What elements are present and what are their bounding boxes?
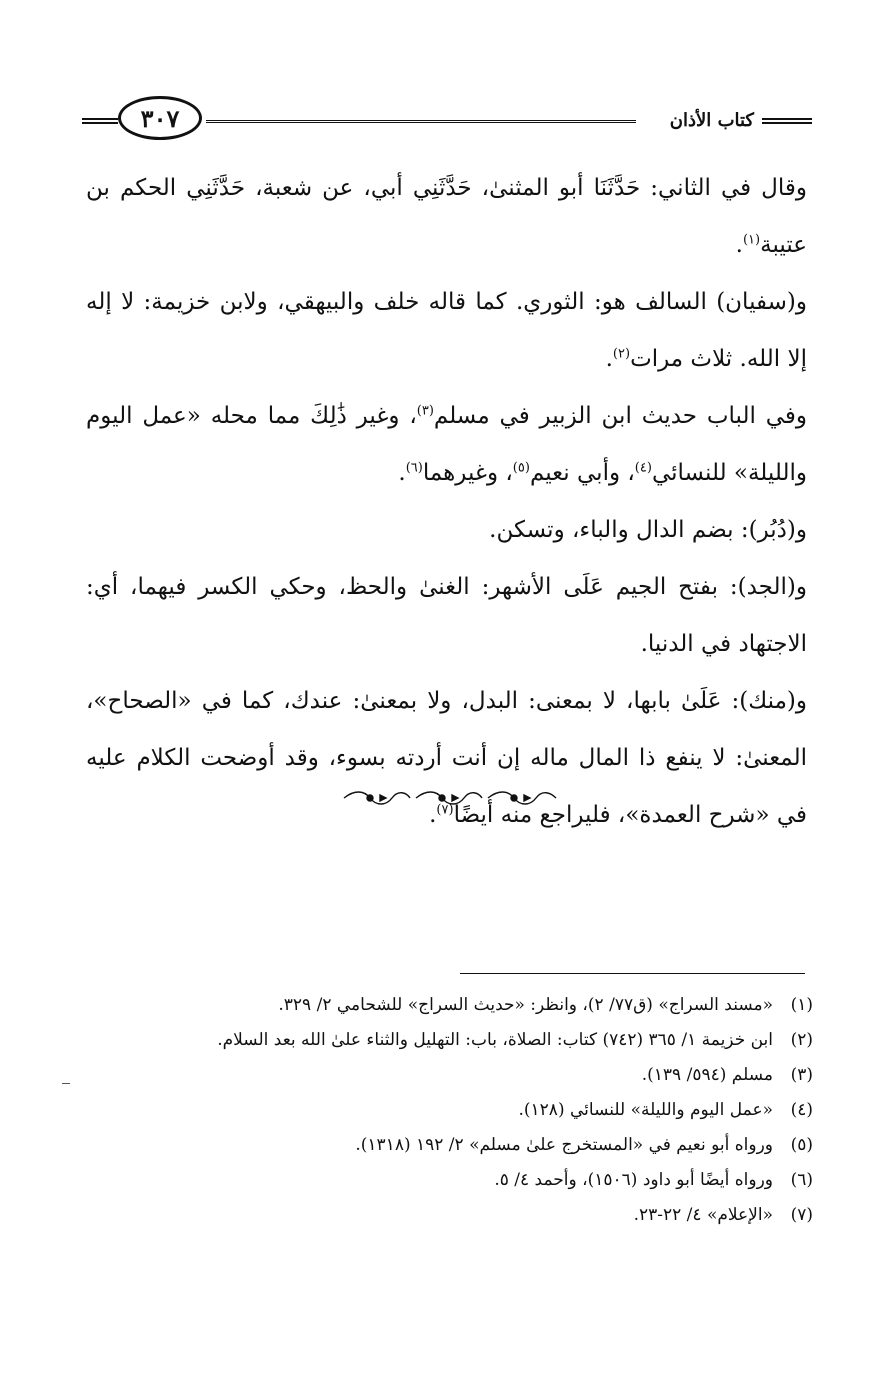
footnote-number: (١): [790, 995, 813, 1015]
page-header: [82, 94, 812, 156]
footnote-text: «مسند السراج» (ق٧٧/ ٢)، وانظر: «حديث السراج» للشحامي ٢/ ٣٢٩.: [278, 995, 773, 1015]
footnote-text: ابن خزيمة ١/ ٣٦٥ (٧٤٢) كتاب: الصلاة، باب: التهليل والثناء علىٰ الله بعد السلام.: [217, 1030, 773, 1050]
footnote-item: [80, 1023, 813, 1058]
paragraph-3-part-3: ، وأبي نعيم: [529, 460, 635, 486]
footnote-text: «الإعلام» ٤/ ٢٢-٢٣.: [633, 1205, 773, 1225]
header-rule-right: [762, 118, 812, 124]
paragraph-3-part-2: ، وغير ذَٰلِكَ مما محله «عمل اليوم والليلة» للنسائي: [86, 403, 807, 486]
paragraph-5: و(الجد): بفتح الجيم عَلَى الأشهر: الغنىٰ والحظ، وحكي الكسر فيهما، أي: الاجتهاد في الدنيا.: [86, 574, 807, 657]
paragraph-3-part-1: وفي الباب حديث ابن الزبير في مسلم: [433, 403, 807, 429]
paragraph-2: [86, 274, 807, 388]
page-number: ٣٠٧: [140, 103, 180, 133]
paragraph-3-tail: .: [398, 460, 406, 486]
footnote-number: (٧): [790, 1205, 813, 1225]
section-ornament-icon: [340, 786, 560, 810]
paragraph-2-tail: .: [605, 346, 613, 372]
footnote-item: [80, 1163, 813, 1198]
header-rule-left: [82, 118, 118, 124]
paragraph-3: [86, 388, 807, 502]
footnote-text: ورواه أيضًا أبو داود (١٥٠٦)، وأحمد ٤/ ٥.: [494, 1170, 773, 1190]
paragraph-6: [86, 673, 807, 844]
footnote-number: (٥): [790, 1135, 813, 1155]
footnote-ref-3[interactable]: (٣): [416, 403, 434, 419]
paragraph-3-part-4: ، وغيرهما: [422, 460, 513, 486]
page-number-badge: [118, 96, 202, 140]
footnote-item: [80, 988, 813, 1023]
footnote-ref-7[interactable]: (٧): [436, 802, 454, 818]
footnote-ref-1[interactable]: (١): [742, 232, 761, 248]
paragraph-1-tail: .: [735, 232, 743, 258]
footnote-number: (٢): [790, 1030, 813, 1050]
paragraph-6-tail: .: [429, 802, 437, 828]
footnote-text: مسلم (٥٩٤/ ١٣٩).: [641, 1065, 773, 1085]
footnote-ref-5[interactable]: (٥): [512, 460, 530, 476]
footnotes-list: [80, 988, 813, 1233]
paragraph-1: [86, 160, 807, 274]
paragraph-1-text: وقال في الثاني: حَدَّثَنَا أبو المثنىٰ، حَدَّثَنِي أبي، عن شعبة، حَدَّثَنِي الحكم بن عتيبة: [86, 175, 807, 258]
paragraph-4: و(دُبُر): بضم الدال والباء، وتسكن.: [489, 517, 807, 543]
footnote-ref-6[interactable]: (٦): [405, 460, 423, 476]
footnote-text: ورواه أبو نعيم في «المستخرج علىٰ مسلم» ٢/ ١٩٢ (١٣١٨).: [355, 1135, 773, 1155]
footnote-item: [80, 1128, 813, 1163]
footnote-separator: [460, 973, 805, 974]
footnote-number: (٣): [790, 1065, 813, 1085]
footnote-item: [80, 1058, 813, 1093]
footnote-item: [80, 1093, 813, 1128]
main-text: [86, 160, 807, 844]
footnote-ref-2[interactable]: (٢): [612, 346, 631, 362]
margin-mark: [62, 1083, 70, 1084]
footnote-item: [80, 1198, 813, 1233]
footnote-number: (٤): [790, 1100, 813, 1120]
footnote-ref-4[interactable]: (٤): [634, 460, 652, 476]
footnote-text: «عمل اليوم والليلة» للنسائي (١٢٨).: [518, 1100, 773, 1120]
header-rule: [206, 120, 636, 123]
footnote-number: (٦): [790, 1170, 813, 1190]
paragraph-2-text: و(سفيان) السالف هو: الثوري. كما قاله خلف والبيهقي، ولابن خزيمة: لا إله إلا الله. ثلاث مرات: [86, 289, 807, 372]
paragraph-6-text: و(منك): عَلَىٰ بابها، لا بمعنى: البدل، ولا بمعنىٰ: عندك، كما في «الصحاح»، المعنىٰ: لا ينفع ذا المال ماله إن أنت أردته بسوء، وقد أوضحت الكلام عليه في «شرح العمدة»، فليراجع منه أيضًا: [86, 688, 807, 828]
running-title: كتاب الأذان: [669, 110, 754, 131]
